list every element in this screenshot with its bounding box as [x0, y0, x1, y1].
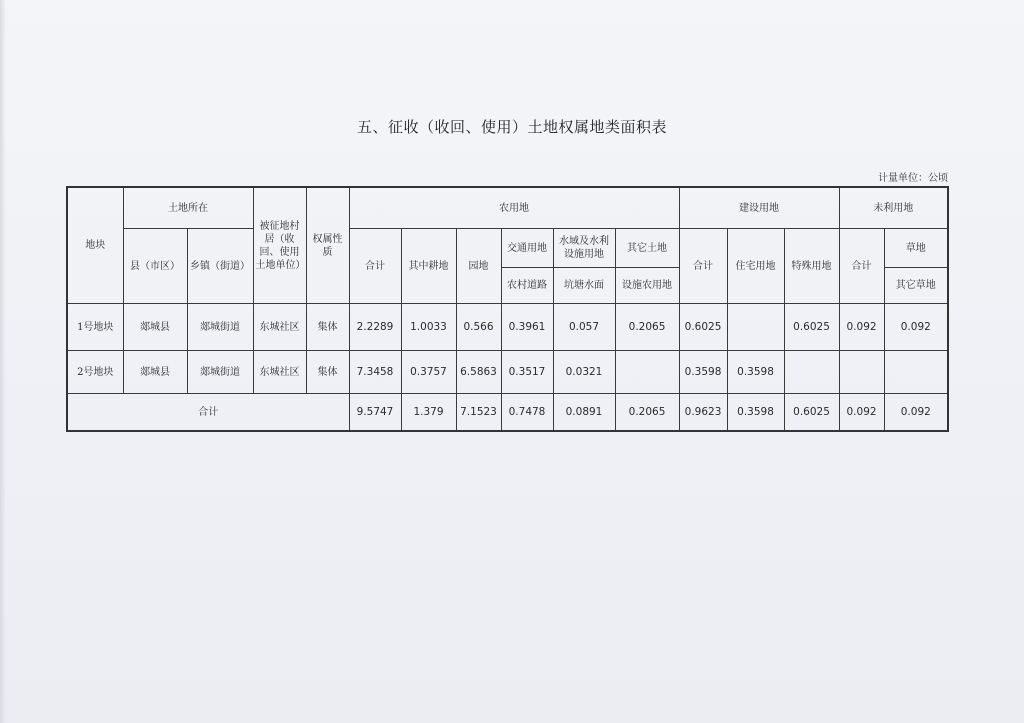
cell-agri-road: 0.3517 [501, 351, 553, 394]
cell-town: 郯城街道 [187, 304, 253, 351]
land-area-table [66, 186, 949, 432]
page-title: 五、征收（收回、使用）土地权属地类面积表 [356, 118, 667, 136]
header-agri-road: 农村道路 [501, 268, 553, 304]
header-agri-other: 其它土地 [615, 229, 679, 268]
cell-ownership: 集体 [306, 304, 349, 351]
total-con-residential: 0.3598 [727, 394, 784, 432]
cell-con-special: 0.6025 [784, 304, 839, 351]
cell-plot: 1号地块 [67, 304, 123, 351]
total-agri-cultivated: 1.379 [401, 394, 456, 432]
cell-agri-garden: 0.566 [456, 304, 501, 351]
table-row [67, 304, 948, 351]
header-plot: 地块 [67, 187, 123, 304]
total-unused-grass: 0.092 [884, 394, 948, 432]
cell-agri-cultivated: 1.0033 [401, 304, 456, 351]
header-agri-transport: 交通用地 [501, 229, 553, 268]
header-town: 乡镇（街道） [187, 229, 253, 304]
header-row-1 [67, 187, 948, 229]
cell-agri-road: 0.3961 [501, 304, 553, 351]
cell-agri-pond: 0.0321 [553, 351, 615, 394]
total-agri-facility: 0.2065 [615, 394, 679, 432]
cell-unused-total [839, 351, 884, 394]
cell-agri-cultivated: 0.3757 [401, 351, 456, 394]
header-construction-land: 建设用地 [679, 187, 839, 229]
cell-village: 东城社区 [253, 351, 306, 394]
cell-unused-grass: 0.092 [884, 304, 948, 351]
table-row [67, 351, 948, 394]
cell-con-residential [727, 304, 784, 351]
header-ownership: 权属性质 [306, 187, 349, 304]
total-agri-total: 9.5747 [349, 394, 401, 432]
header-unused-total: 合计 [839, 229, 884, 304]
total-unused-total: 0.092 [839, 394, 884, 432]
header-agri-garden: 园地 [456, 229, 501, 304]
total-con-special: 0.6025 [784, 394, 839, 432]
cell-agri-total: 2.2289 [349, 304, 401, 351]
total-con-total: 0.9623 [679, 394, 727, 432]
cell-con-total: 0.6025 [679, 304, 727, 351]
cell-town: 郯城街道 [187, 351, 253, 394]
header-agri-water: 水域及水利设施用地 [553, 229, 615, 268]
header-con-total: 合计 [679, 229, 727, 304]
cell-con-total: 0.3598 [679, 351, 727, 394]
cell-unused-total: 0.092 [839, 304, 884, 351]
cell-agri-facility [615, 351, 679, 394]
cell-agri-total: 7.3458 [349, 351, 401, 394]
page-edge-shadow [0, 0, 6, 723]
cell-agri-facility: 0.2065 [615, 304, 679, 351]
cell-con-special [784, 351, 839, 394]
header-unused-other-grass: 其它草地 [884, 268, 948, 304]
header-county: 县（市区） [123, 229, 187, 304]
header-unused-land: 未利用地 [839, 187, 948, 229]
unit-label: 计量单位：公顷 [878, 173, 948, 184]
cell-plot: 2号地块 [67, 351, 123, 394]
header-location: 土地所在 [123, 187, 253, 229]
header-agri-facility: 设施农用地 [615, 268, 679, 304]
cell-county: 郯城县 [123, 304, 187, 351]
header-agricultural-land: 农用地 [349, 187, 679, 229]
cell-agri-garden: 6.5863 [456, 351, 501, 394]
total-agri-road: 0.7478 [501, 394, 553, 432]
cell-village: 东城社区 [253, 304, 306, 351]
header-con-special: 特殊用地 [784, 229, 839, 304]
header-village: 被征地村居（收回、使用土地单位） [253, 187, 306, 304]
header-agri-pond: 坑塘水面 [553, 268, 615, 304]
cell-unused-grass [884, 351, 948, 394]
header-con-residential: 住宅用地 [727, 229, 784, 304]
cell-agri-pond: 0.057 [553, 304, 615, 351]
total-agri-pond: 0.0891 [553, 394, 615, 432]
header-row-2 [67, 229, 948, 268]
header-agri-total: 合计 [349, 229, 401, 304]
cell-county: 郯城县 [123, 351, 187, 394]
header-unused-grass: 草地 [884, 229, 948, 268]
header-agri-cultivated: 其中耕地 [401, 229, 456, 304]
total-label: 合计 [67, 394, 349, 432]
total-row [67, 394, 948, 432]
total-agri-garden: 7.1523 [456, 394, 501, 432]
cell-ownership: 集体 [306, 351, 349, 394]
cell-con-residential: 0.3598 [727, 351, 784, 394]
